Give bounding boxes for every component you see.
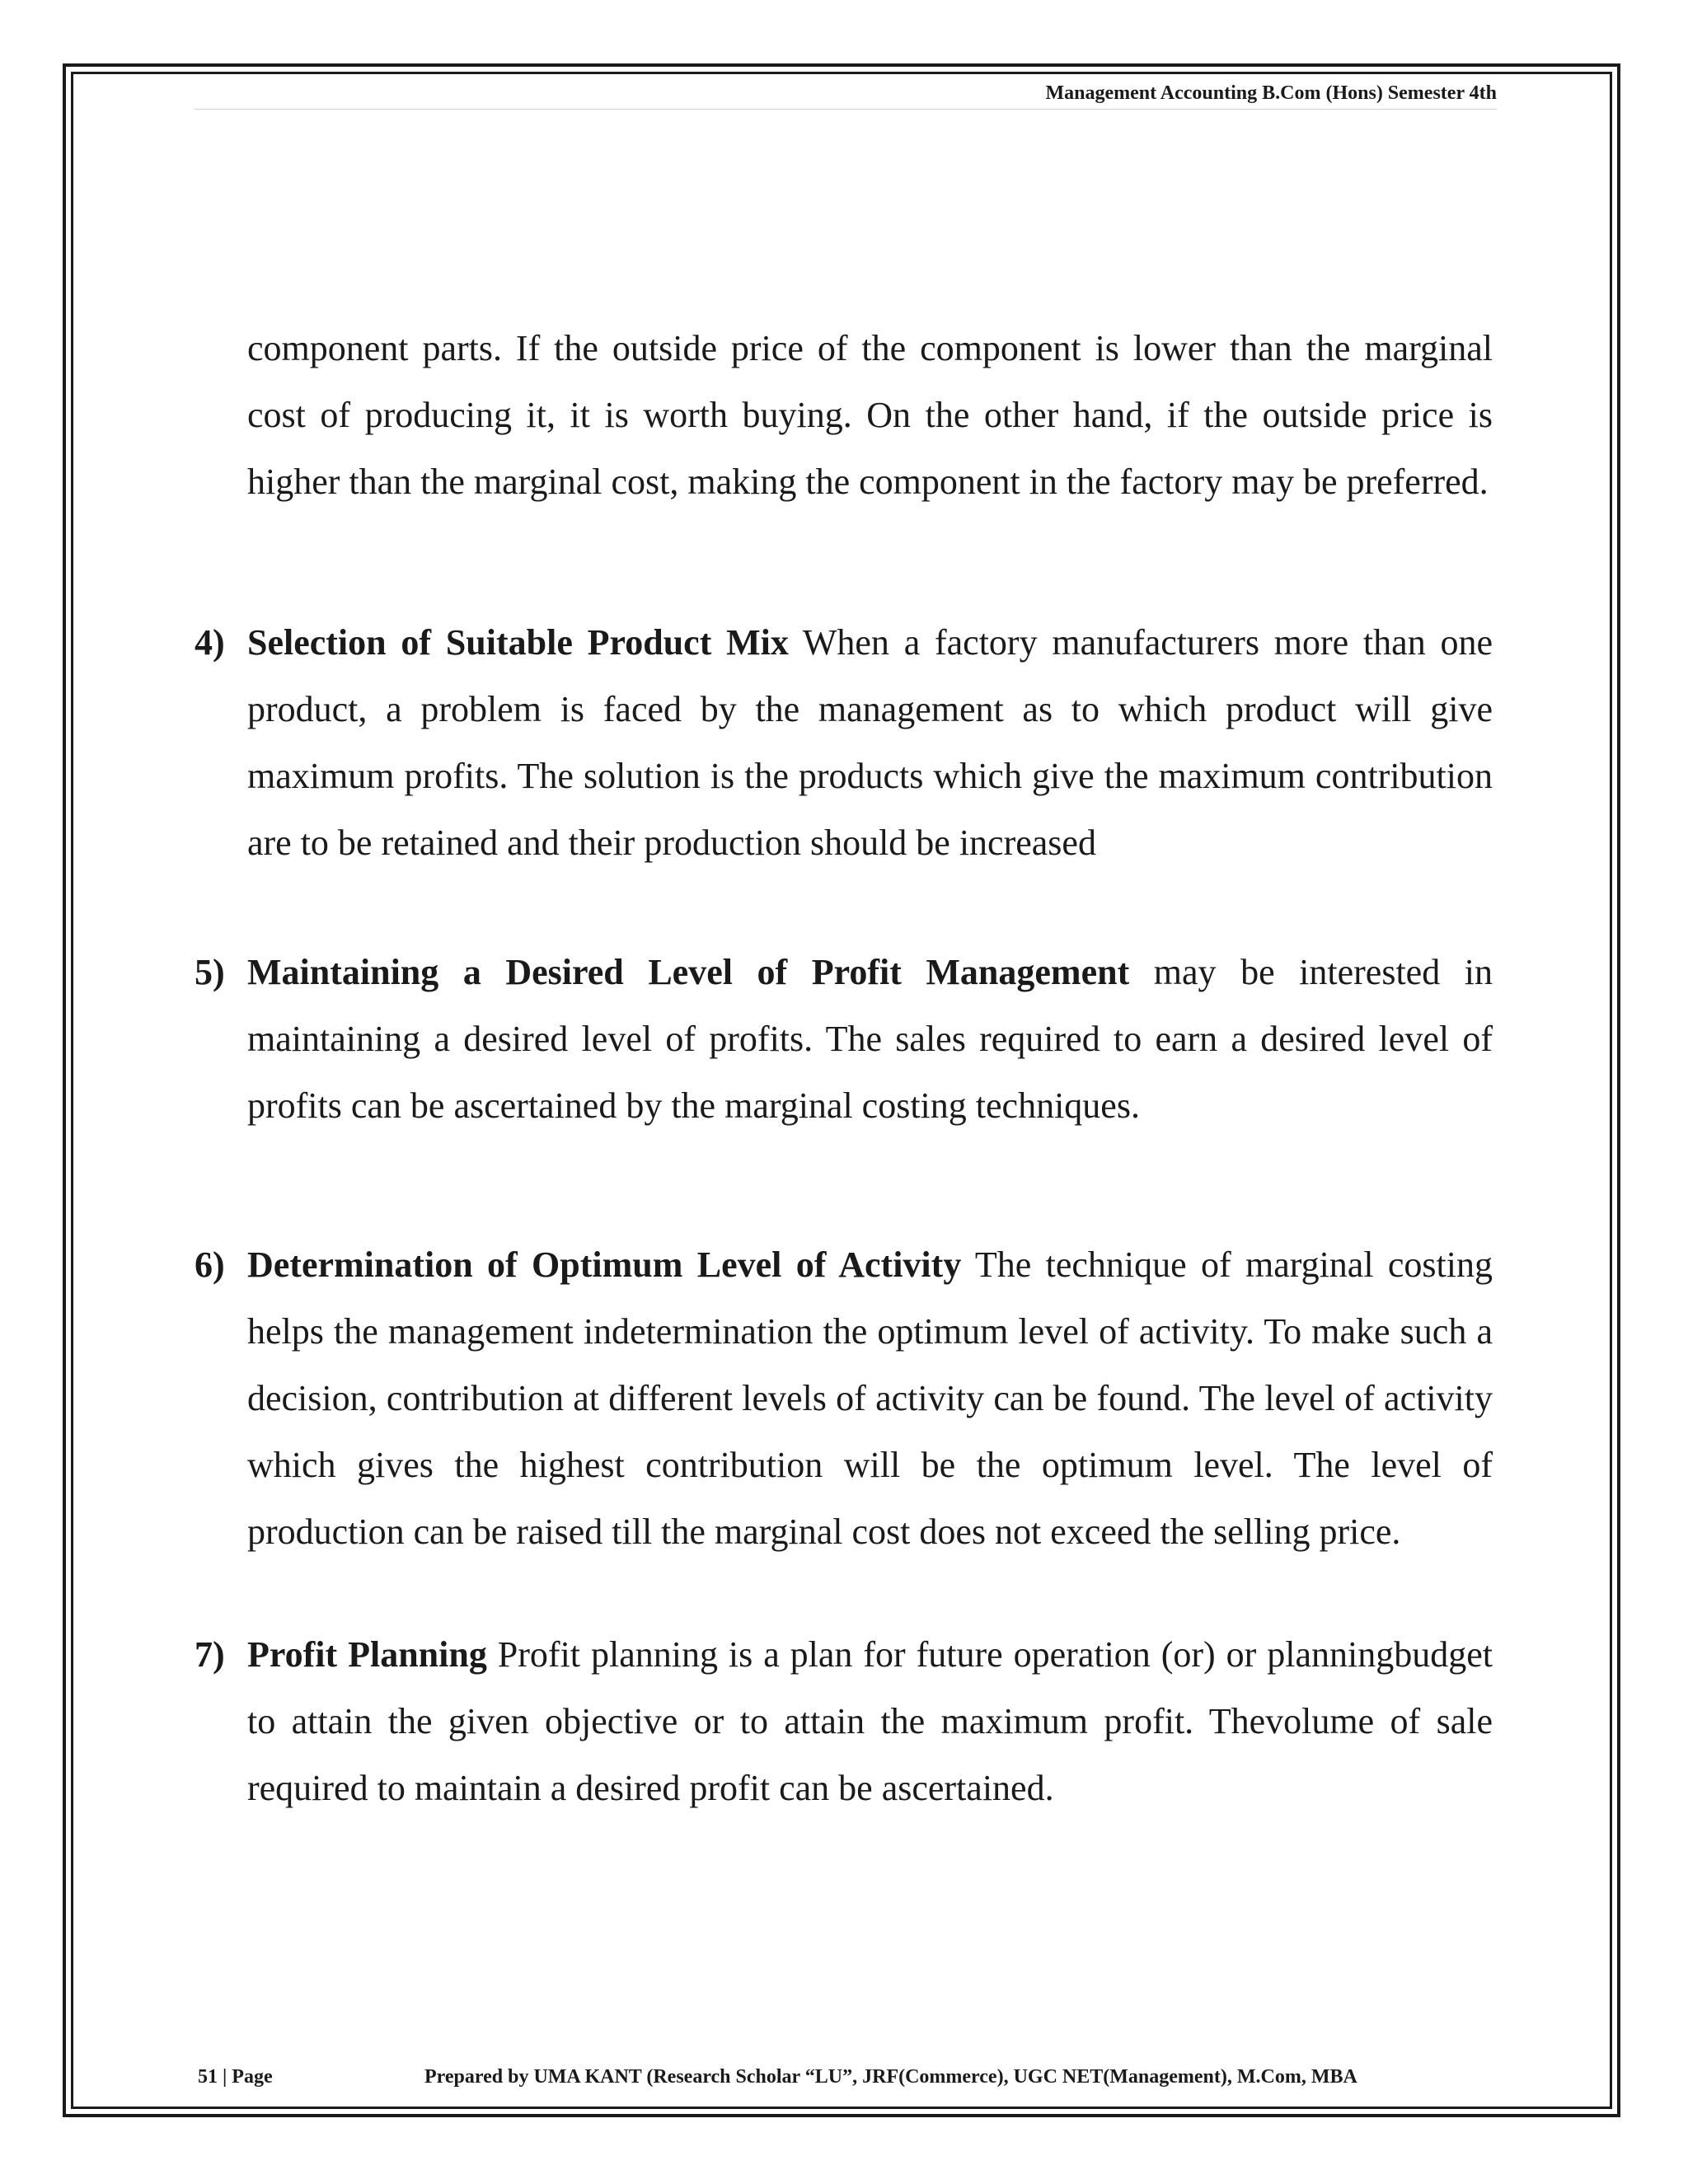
list-item-7 [195,1621,1493,1821]
item-heading: Selection of Suitable Product Mix [247,622,789,663]
item-text: The technique of marginal costing helps the management indetermination the optimum level of activity. To make such a decision, contribution at different levels of activity can be found. The level of activity which gives the highest contribution will be the optimum level. The level of production can be raised till the marginal cost does not exceed the selling price. [247,1244,1493,1552]
intro-paragraph: component parts. If the outside price of the component is lower than the marginal cost of producing it, it is worth buying. On the other hand, if the outside price is higher than the marginal cost, making the component in the factory may be preferred. [247,328,1493,502]
item-number: 6) [195,1244,225,1285]
list-item-6 [195,1231,1493,1565]
list-item-4 [195,609,1493,876]
item-number: 5) [195,952,225,992]
item-text: When a factory manufacturers more than one product, a problem is faced by the management as to which product will give maximum profits. The solution is the products which give the maximum contribution are to be retained and their production should be increased [247,622,1493,863]
item-body [247,609,1493,876]
footer-credit: Prepared by UMA KANT (Research Scholar “LU”, JRF(Commerce), UGC NET(Management), M.Com, MBA [424,2066,1357,2088]
item-number: 7) [195,1634,225,1675]
item-text: may be interested in maintaining a desired level of profits. The sales required to earn a desired level of profits can be ascertained by the marginal costing techniques. [247,952,1493,1126]
item-body [247,1231,1493,1565]
running-header: Management Accounting B.Com (Hons) Semester 4th [195,81,1497,110]
item-text: Profit planning is a plan for future operation (or) or planningbudget to attain the given objective or to attain the maximum profit. Thevolume of sale required to maintain a desired profit can be ascertained. [247,1634,1493,1808]
item-heading: Maintaining a Desired Level of Profit Management [247,952,1130,992]
list-item-5 [195,939,1493,1139]
item-heading: Profit Planning [247,1634,487,1675]
page-content [195,315,1493,1821]
page-number: 51 | Page [198,2066,273,2088]
item-heading: Determination of Optimum Level of Activity [247,1244,962,1285]
item-body [247,939,1493,1139]
item-number: 4) [195,622,225,663]
item-body [247,1621,1493,1821]
